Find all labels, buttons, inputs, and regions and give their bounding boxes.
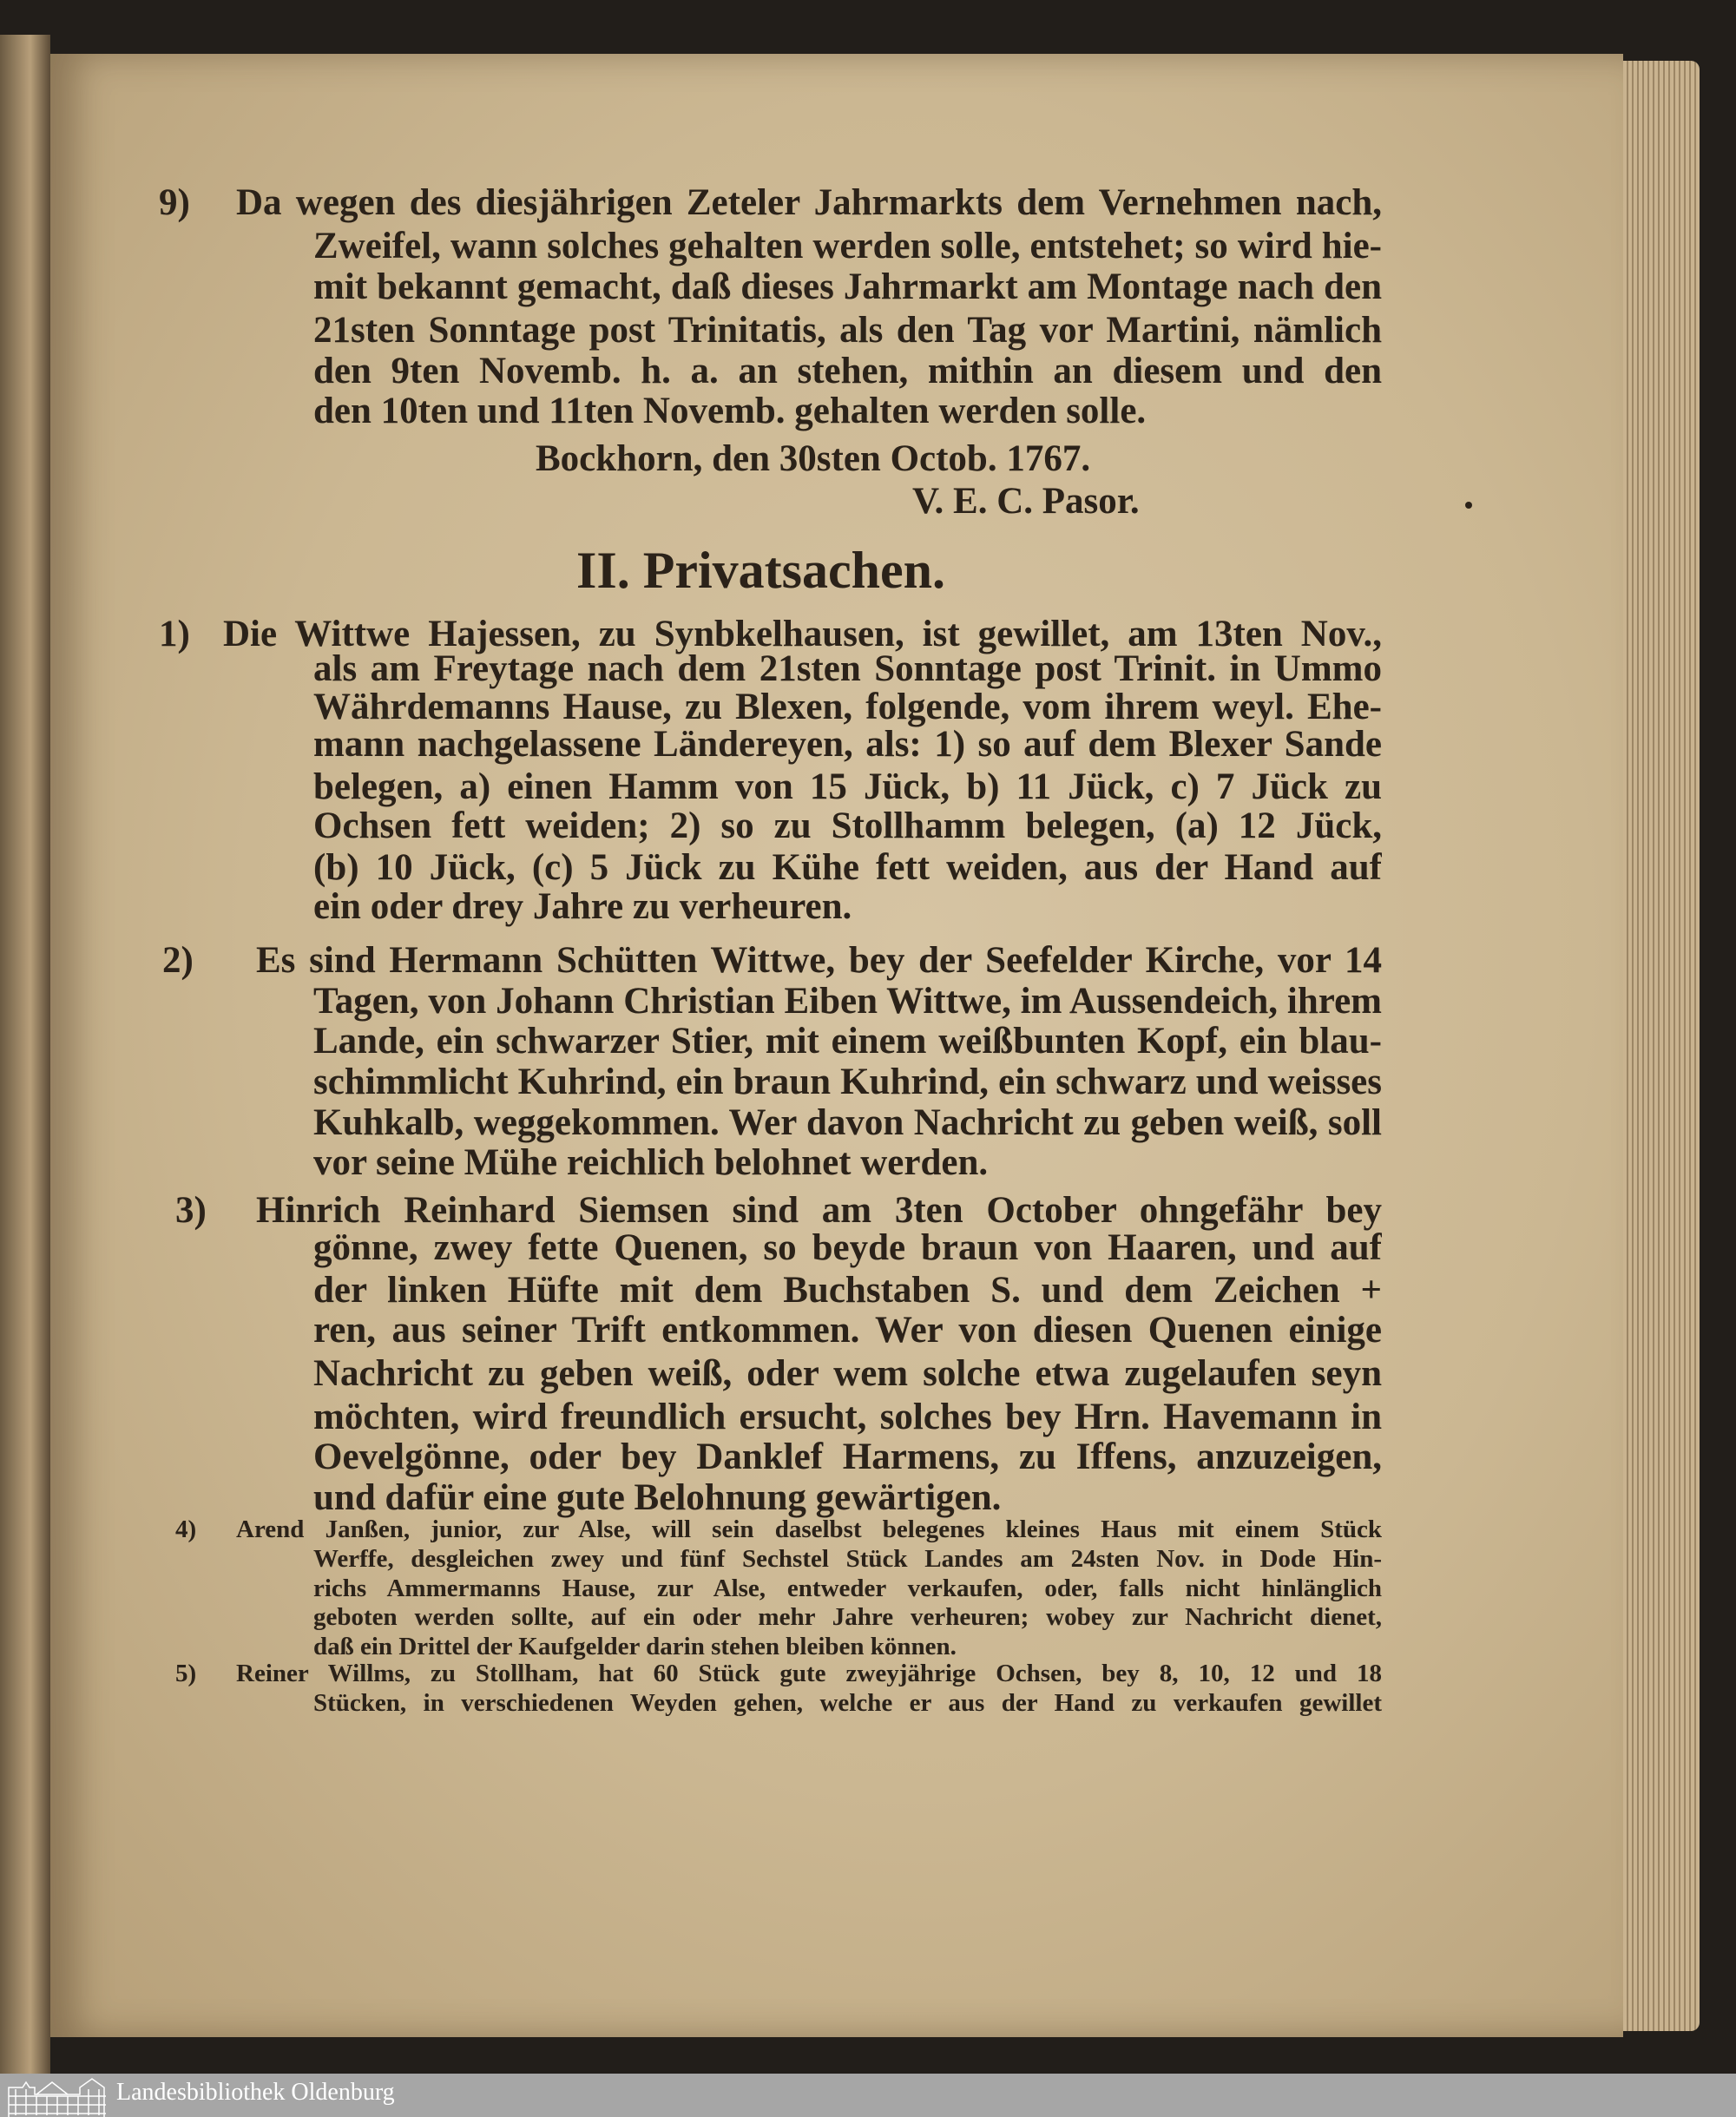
item-line: ein oder drey Jahre zu verheuren. xyxy=(313,886,852,927)
footer-bar xyxy=(0,2074,1736,2117)
item-line: Reiner Willms, zu Stollham, hat 60 Stück gute zweyjährige Ochsen, bey 8, 10, 12 und 18 xyxy=(236,1660,1382,1687)
item-line: mann nachgelassene Ländereyen, als: 1) so auf dem Blexer Sande xyxy=(313,724,1382,765)
item-line: Hinrich Reinhard Siemsen sind am 3ten October ohngefähr bey xyxy=(256,1190,1382,1231)
item-line: Nachricht zu geben weiß, oder wem solche etwa zugelaufen seyn xyxy=(313,1353,1382,1394)
notice-line: 21sten Sonntage post Trinitatis, als den Tag vor Martini, nämlich xyxy=(313,310,1382,351)
facing-page-edge xyxy=(0,35,50,2074)
item-line: Die Wittwe Hajessen, zu Synbkelhausen, ist gewillet, am 13ten Nov., xyxy=(223,614,1382,654)
notice-line: den 10ten und 11ten Novemb. gehalten werden solle. xyxy=(313,391,1147,431)
ink-speck xyxy=(1465,502,1472,509)
item-line: geboten werden sollte, auf ein oder mehr Jahre verheuren; wobey zur Nachricht dienet, xyxy=(313,1603,1382,1631)
item-line: ren, aus seiner Trift entkommen. Wer von diesen Quenen einige xyxy=(313,1310,1382,1351)
item-number: 2) xyxy=(162,940,194,981)
item-line: gönne, zwey fette Quenen, so beyde braun von Haaren, und auf xyxy=(313,1227,1382,1268)
library-building-logo xyxy=(7,2077,108,2117)
section-heading: II. Privatsachen. xyxy=(576,542,945,599)
item-number: 1) xyxy=(159,614,190,654)
item-line: als am Freytage nach dem 21sten Sonntage post Trinit. in Ummo xyxy=(313,648,1382,689)
item-line: richs Ammermanns Hause, zur Alse, entweder verkaufen, oder, falls nicht hinlänglich xyxy=(313,1575,1382,1602)
library-name: Landesbibliothek Oldenburg xyxy=(116,2079,395,2106)
signature: V. E. C. Pasor. xyxy=(912,481,1140,522)
item-line: Es sind Hermann Schütten Wittwe, bey der Seefelder Kirche, vor 14 xyxy=(256,940,1382,981)
item-line: der linken Hüfte mit dem Buchstaben S. und dem Zeichen + xyxy=(313,1270,1382,1311)
item-line: daß ein Drittel der Kaufgelder darin stehen bleiben können. xyxy=(313,1633,957,1660)
item-line: Kuhkalb, weggekommen. Wer davon Nachricht zu geben weiß, soll xyxy=(313,1102,1382,1143)
notice-line: mit bekannt gemacht, daß dieses Jahrmarkt am Montage nach den xyxy=(313,266,1382,307)
notice-line: den 9ten Novemb. h. a. an stehen, mithin an diesem und den xyxy=(313,351,1382,391)
item-line: Lande, ein schwarzer Stier, mit einem weißbunten Kopf, ein blau- xyxy=(313,1021,1382,1062)
notice-line: Da wegen des diesjährigen Zeteler Jahrmarkts dem Vernehmen nach, xyxy=(236,182,1382,223)
item-number: 5) xyxy=(175,1660,197,1687)
place-date: Bockhorn, den 30sten Octob. 1767. xyxy=(536,438,1091,479)
notice-number: 9) xyxy=(159,182,190,223)
item-line: und dafür eine gute Belohnung gewärtigen. xyxy=(313,1477,1002,1518)
item-number: 3) xyxy=(175,1190,207,1231)
notice-line: Zweifel, wann solches gehalten werden solle, entstehet; so wird hie- xyxy=(313,226,1382,266)
item-line: schimmlicht Kuhrind, ein braun Kuhrind, ein schwarz und weisses xyxy=(313,1062,1382,1102)
item-line: Währdemanns Hause, zu Blexen, folgende, vom ihrem weyl. Ehe- xyxy=(313,687,1382,727)
item-line: Werffe, desgleichen zwey und fünf Sechstel Stück Landes am 24sten Nov. in Dode Hin- xyxy=(313,1545,1382,1573)
item-line: möchten, wird freundlich ersucht, solches bey Hrn. Havemann in xyxy=(313,1397,1382,1437)
item-line: vor seine Mühe reichlich belohnet werden. xyxy=(313,1142,989,1183)
item-line: Oevelgönne, oder bey Danklef Harmens, zu Iffens, anzuzeigen, xyxy=(313,1437,1382,1477)
item-line: belegen, a) einen Hamm von 15 Jück, b) 11 Jück, c) 7 Jück zu xyxy=(313,766,1382,807)
item-line: (b) 10 Jück, (c) 5 Jück zu Kühe fett weiden, aus der Hand auf xyxy=(313,847,1382,888)
item-line: Ochsen fett weiden; 2) so zu Stollhamm belegen, (a) 12 Jück, xyxy=(313,805,1382,846)
item-number: 4) xyxy=(175,1515,197,1543)
item-line: Stücken, in verschiedenen Weyden gehen, welche er aus der Hand zu verkaufen gewillet xyxy=(313,1689,1382,1717)
item-line: Tagen, von Johann Christian Eiben Wittwe, im Aussendeich, ihrem xyxy=(313,981,1382,1022)
item-line: Arend Janßen, junior, zur Alse, will sein daselbst belegenes kleines Haus mit einem Stück xyxy=(236,1515,1382,1543)
